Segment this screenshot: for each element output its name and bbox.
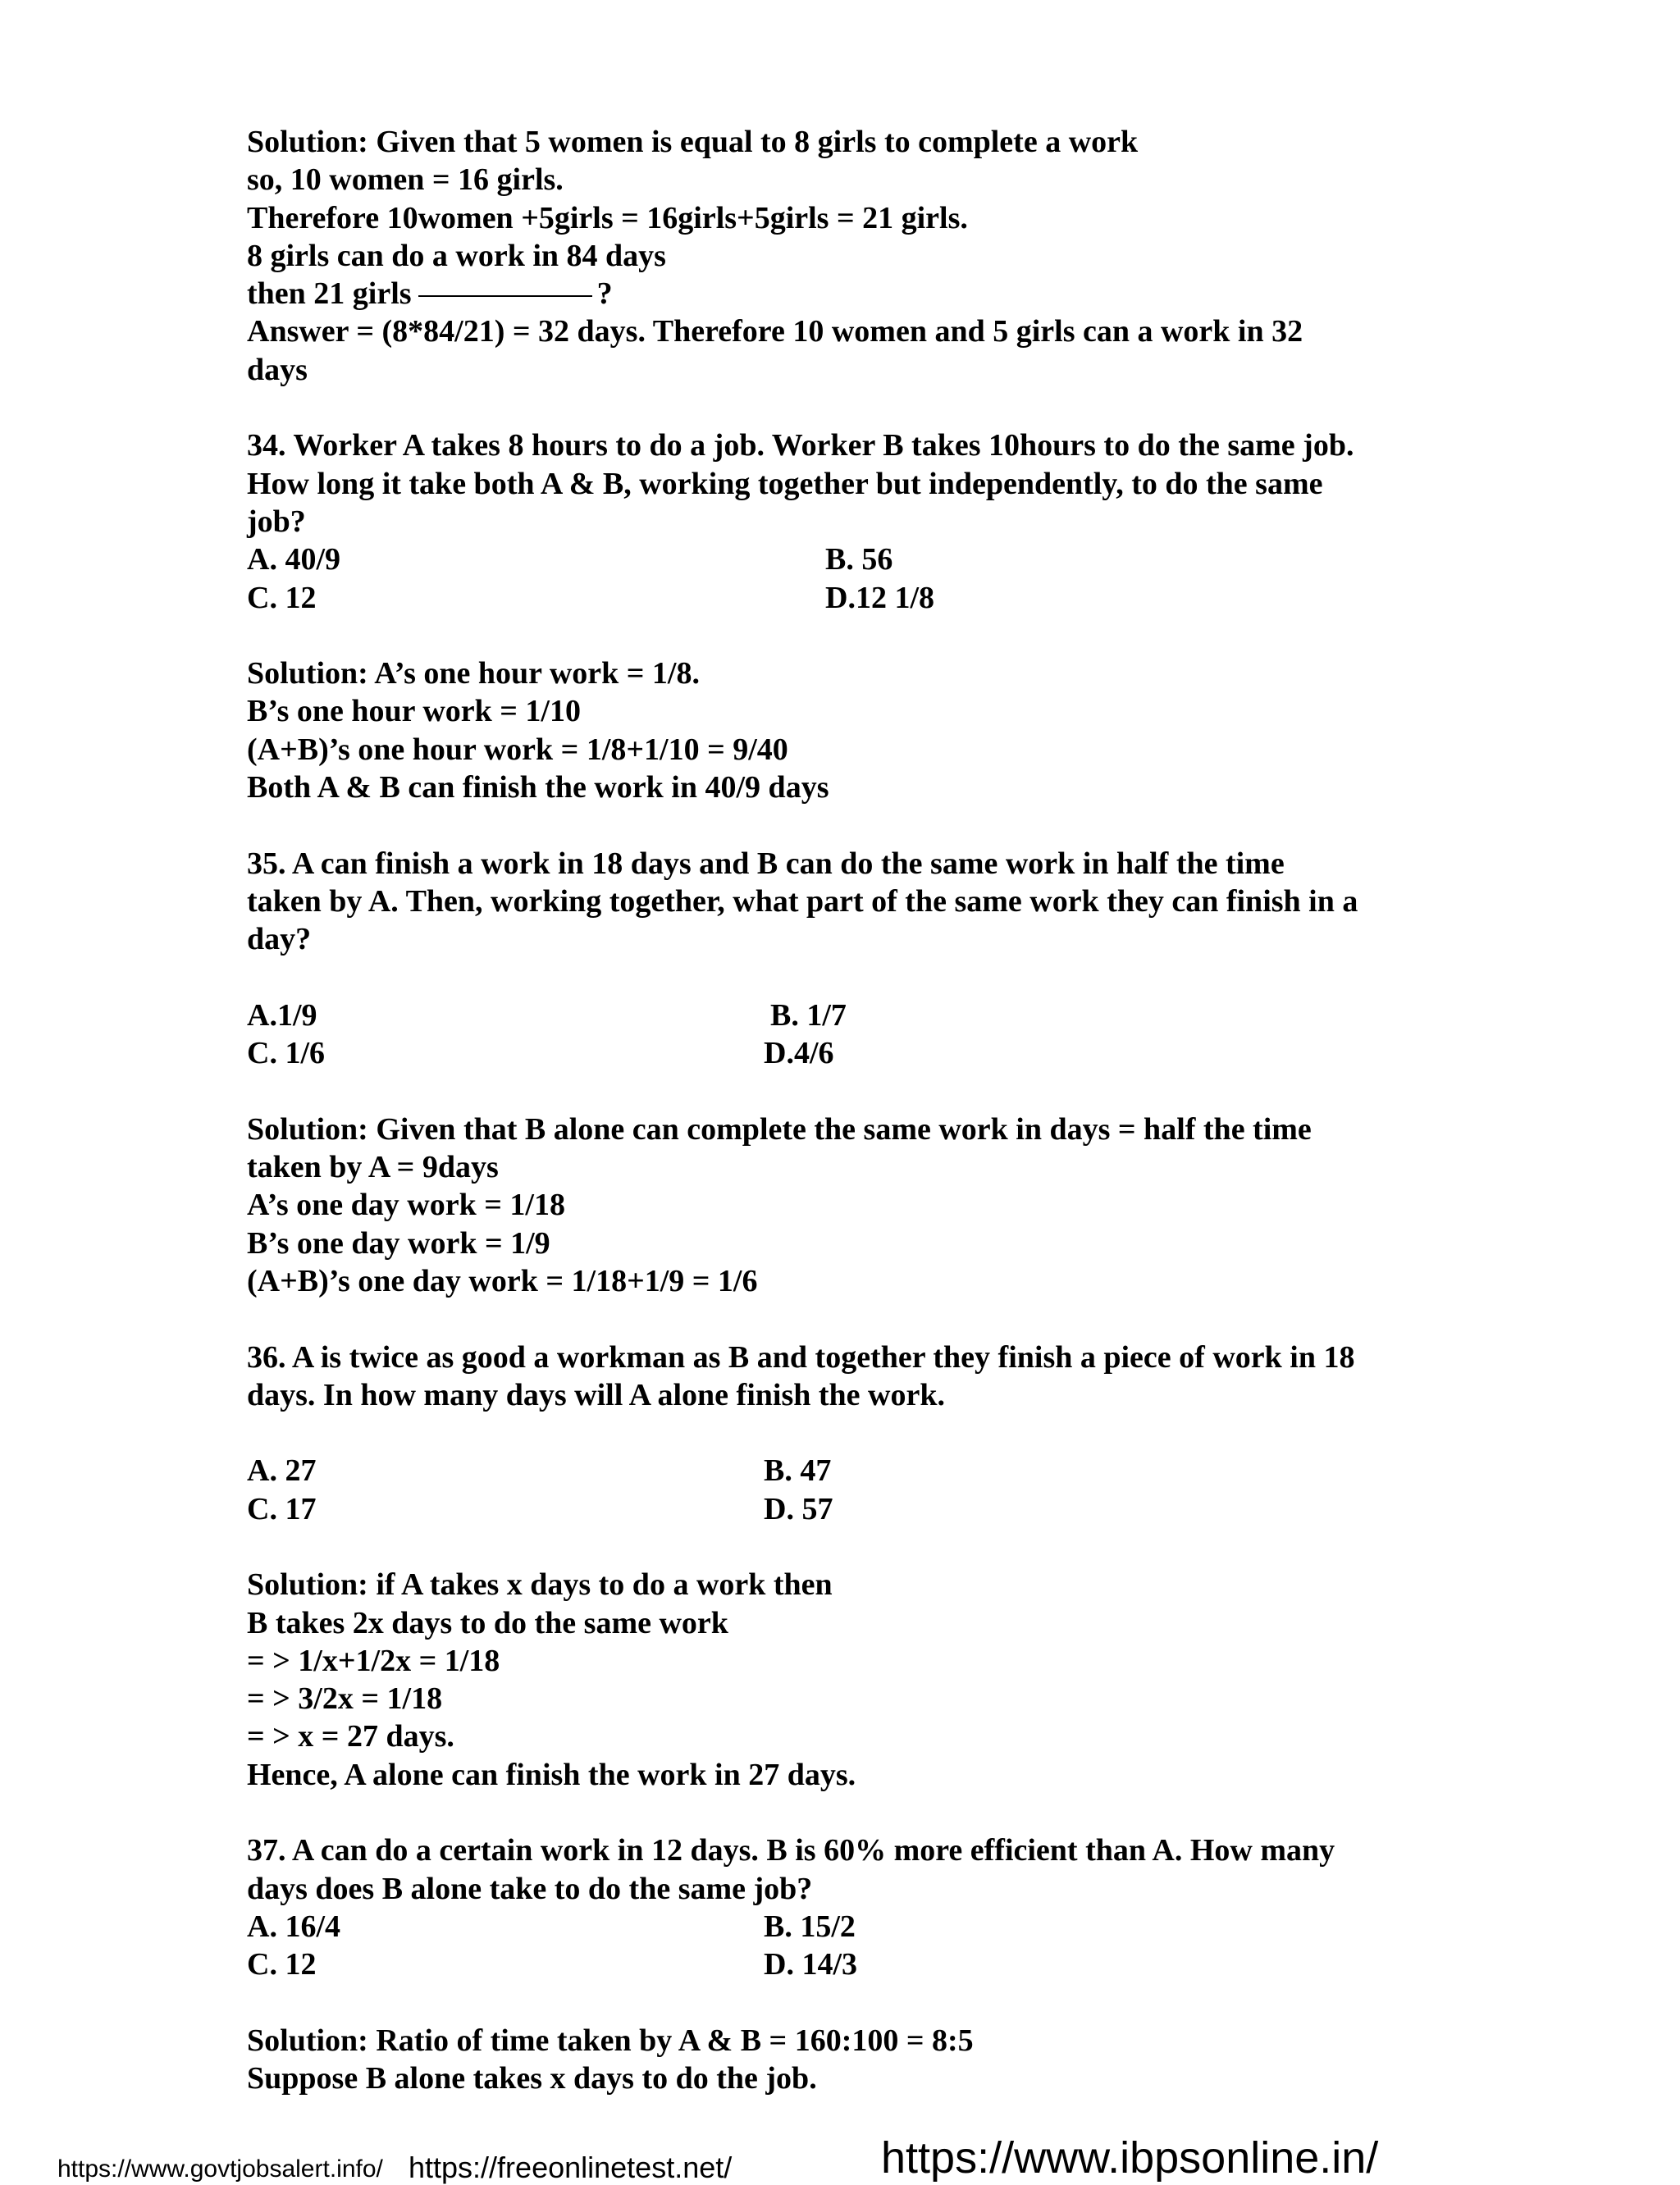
- solution-34: [247, 655, 1445, 806]
- text-line: Solution: Given that 5 women is equal to 8 girls to complete a work: [247, 125, 1139, 159]
- option-a: A. 40/9: [247, 542, 340, 577]
- solution-line: Solution: Given that B alone can complete the same work in days = half the time: [247, 1111, 1312, 1147]
- solution-line: A’s one day work = 1/18: [247, 1188, 565, 1223]
- option-c: C. 12: [247, 1947, 317, 1982]
- solution-line: Solution: A’s one hour work = 1/8.: [247, 656, 700, 691]
- solution-36: [247, 1566, 1445, 1794]
- option-b: B. 15/2: [764, 1909, 856, 1944]
- option-a: A. 27: [247, 1453, 317, 1489]
- solution-line: B takes 2x days to do the same work: [247, 1605, 728, 1640]
- question-line: day?: [247, 922, 312, 957]
- text-line: Answer = (8*84/21) = 32 days. Therefore 10 women and 5 girls can a work in 32: [247, 314, 1303, 349]
- option-c: C. 1/6: [247, 1036, 325, 1071]
- spacer: [247, 1300, 1445, 1338]
- options-row: [247, 1034, 1445, 1072]
- question-34: [247, 427, 1445, 616]
- solution-line: Both A & B can finish the work in 40/9 days: [247, 770, 829, 805]
- solution-line: Solution: if A takes x days to do a work then: [247, 1567, 833, 1603]
- page-footer: [0, 2133, 1680, 2184]
- question-line: job?: [247, 504, 306, 539]
- option-d: D. 57: [764, 1491, 833, 1526]
- option-a: A. 16/4: [247, 1909, 340, 1944]
- question-37: [247, 1831, 1445, 1983]
- question-36: [247, 1339, 1445, 1528]
- solution-line: = > 1/x+1/2x = 1/18: [247, 1643, 500, 1678]
- option-c: C. 12: [247, 580, 317, 615]
- spacer: [247, 959, 1445, 997]
- blank-rule: [418, 295, 592, 297]
- solution-line: Suppose B alone takes x days to do the job.: [247, 2061, 817, 2096]
- question-line: days. In how many days will A alone finish the work.: [247, 1377, 945, 1412]
- spacer: [247, 1414, 1445, 1452]
- options-row: [247, 579, 1445, 617]
- option-d: D.4/6: [764, 1036, 834, 1071]
- option-b: B. 47: [764, 1453, 832, 1489]
- question-35: [247, 845, 1445, 1073]
- footer-link-freeonlinetest[interactable]: https://freeonlinetest.net/: [409, 2151, 733, 2184]
- option-c: C. 17: [247, 1491, 317, 1526]
- options-row: [247, 1946, 1445, 1983]
- spacer: [247, 1072, 1445, 1110]
- text-line: [247, 275, 1445, 312]
- options-row: [247, 1490, 1445, 1528]
- solution-line: (A+B)’s one day work = 1/18+1/9 = 1/6: [247, 1263, 758, 1298]
- options-row: [247, 541, 1445, 578]
- question-line: 35. A can finish a work in 18 days and B can do the same work in half the time: [247, 846, 1285, 881]
- solution-line: = > 3/2x = 1/18: [247, 1681, 443, 1717]
- option-d: D.12 1/8: [825, 580, 934, 615]
- then-prefix: then 21 girls: [247, 276, 412, 312]
- solution-line: Solution: Ratio of time taken by A & B = 160:100 = 8:5: [247, 2023, 974, 2058]
- then-suffix: ?: [596, 276, 613, 312]
- option-b: B. 1/7: [770, 997, 847, 1033]
- spacer: [247, 806, 1445, 844]
- solution-line: = > x = 27 days.: [247, 1719, 454, 1754]
- text-line: Therefore 10women +5girls = 16girls+5girls = 21 girls.: [247, 200, 968, 235]
- solution-line: (A+B)’s one hour work = 1/8+1/10 = 9/40: [247, 732, 788, 767]
- page-content: [247, 123, 1445, 2097]
- question-line: days does B alone take to do the same job?: [247, 1871, 813, 1906]
- text-line: 8 girls can do a work in 84 days: [247, 238, 666, 273]
- options-row: [247, 997, 1445, 1034]
- option-d: D. 14/3: [764, 1947, 857, 1982]
- solution-line: Hence, A alone can finish the work in 27 days.: [247, 1757, 856, 1792]
- option-b: B. 56: [825, 542, 893, 577]
- spacer: [247, 1794, 1445, 1831]
- footer-link-ibpsonline[interactable]: https://www.ibpsonline.in/: [881, 2133, 1379, 2183]
- solution-line: B’s one day work = 1/9: [247, 1225, 550, 1261]
- question-line: 36. A is twice as good a workman as B and together they finish a piece of work in 18: [247, 1339, 1355, 1375]
- question-line: How long it take both A & B, working together but independently, to do the same: [247, 466, 1323, 501]
- option-a: A.1/9: [247, 997, 317, 1033]
- solution-line: B’s one hour work = 1/10: [247, 694, 581, 729]
- options-row: [247, 1908, 1445, 1946]
- text-line: so, 10 women = 16 girls.: [247, 162, 564, 198]
- question-line: 34. Worker A takes 8 hours to do a job. Worker B takes 10hours to do the same job.: [247, 428, 1354, 463]
- spacer: [247, 1984, 1445, 2022]
- spacer: [247, 617, 1445, 655]
- spacer: [247, 389, 1445, 427]
- solution-35: [247, 1111, 1445, 1300]
- footer-link-govtjobsalert[interactable]: https://www.govtjobsalert.info/: [57, 2155, 383, 2183]
- prev-solution: [247, 123, 1445, 389]
- question-line: 37. A can do a certain work in 12 days. B is 60% more efficient than A. How many: [247, 1833, 1335, 1868]
- text-line: days: [247, 352, 308, 387]
- options-row: [247, 1452, 1445, 1489]
- spacer: [247, 1528, 1445, 1566]
- question-line: taken by A. Then, working together, what part of the same work they can finish in a: [247, 883, 1358, 919]
- solution-37: [247, 2022, 1445, 2098]
- solution-line: taken by A = 9days: [247, 1150, 499, 1185]
